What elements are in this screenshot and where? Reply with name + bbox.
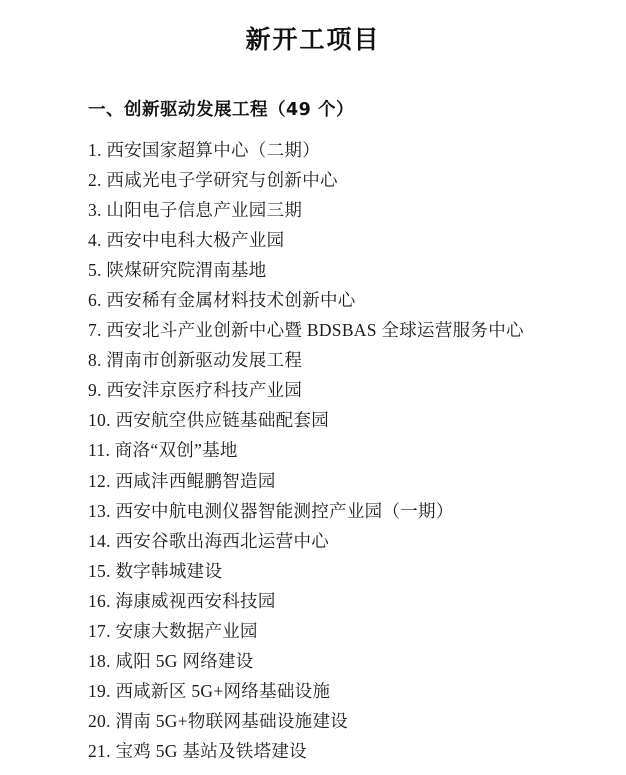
list-item: 8. 渭南市创新驱动发展工程 [88, 350, 303, 371]
list-item: 5. 陕煤研究院渭南基地 [88, 259, 267, 280]
list-item: 17. 安康大数据产业园 [88, 621, 258, 641]
list-item: 14. 西安谷歌出海西北运营中心 [88, 530, 330, 551]
list-item: 16. 海康威视西安科技园 [88, 590, 276, 611]
list-item: 21. 宝鸡 5G 基站及铁塔建设 [88, 741, 307, 762]
list-item: 6. 西安稀有金属材料技术创新中心 [88, 289, 356, 310]
list-item: 1. 西安国家超算中心（二期） [88, 139, 320, 160]
section-heading: 一、创新驱动发展工程（49 个） [88, 100, 354, 120]
list-item: 9. 西安沣京医疗科技产业园 [88, 380, 303, 401]
list-item: 13. 西安中航电测仪器智能测控产业园（一期） [88, 500, 454, 521]
list-item: 11. 商洛“双创”基地 [88, 440, 238, 461]
page-title: 新开工项目 [245, 25, 381, 54]
list-item: 12. 西咸沣西鲲鹏智造园 [88, 470, 276, 491]
list-item: 2. 西咸光电子学研究与创新中心 [88, 169, 338, 190]
document-body [0, 64, 626, 766]
list-item: 20. 渭南 5G+物联网基础设施建设 [88, 711, 349, 732]
list-item: 7. 西安北斗产业创新中心暨 BDSBAS 全球运营服务中心 [88, 320, 524, 341]
list-item: 18. 咸阳 5G 网络建设 [88, 651, 254, 672]
list-item: 15. 数字韩城建设 [88, 560, 223, 581]
list-item: 4. 西安中电科大极产业园 [88, 229, 285, 250]
list-item: 3. 山阳电子信息产业园三期 [88, 199, 303, 220]
list-item: 19. 西咸新区 5G+网络基础设施 [88, 681, 331, 702]
project-list [88, 135, 586, 767]
list-item: 10. 西安航空供应链基础配套园 [88, 410, 330, 431]
